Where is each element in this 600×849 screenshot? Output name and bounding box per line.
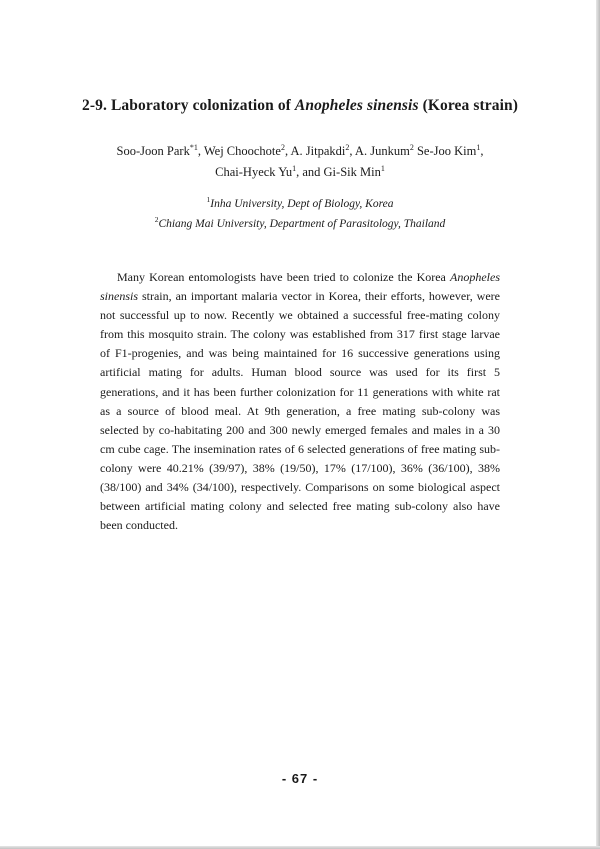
author-name: , Wej Choochote xyxy=(197,144,281,158)
author-affiliation-mark: 1 xyxy=(380,163,385,173)
title-prefix: 2-9. Laboratory colonization of xyxy=(82,97,295,114)
abstract-text: Many Korean entomologists have been tried to colonize the Korea xyxy=(117,270,450,284)
affiliation-list xyxy=(0,194,600,234)
author-name: , and Gi-Sik Min xyxy=(296,165,381,179)
author-affiliation-mark: 2 xyxy=(345,142,350,152)
affiliation-mark: 1 xyxy=(206,195,211,205)
affiliation-text: Inha University, Dept of Biology, Korea xyxy=(210,198,394,210)
abstract-text: strain, an important malaria vector in Korea, their efforts, however, were not successful up to now. Recently we obtained a successful free-mating colony from this mosquito strain. The colony was established from 317 first stage larvae of F1-progenies, and was being maintained for 16 successive generations using artificial mating for adults. Human blood source was used for its first 5 generations, and it has been further colonization for 11 generations with white rat as a source of blood meal. At 9th generation, a free mating sub-colony was selected by co-habitating 200 and 300 newly emerged females and males in a 30 cm cube cage. The insemination rates of 6 selected generations of free mating sub-colony were 40.21% (39/97), 38% (19/50), 17% (17/100), 36% (36/100), 38% (38/100) and 34% (34/100), respectively. Comparisons on some biological aspect between artificial mating colony and selected free mating sub-colony also have been conducted. xyxy=(100,289,500,533)
author-line-1 xyxy=(0,141,600,162)
abstract-paragraph xyxy=(100,268,500,535)
author-list xyxy=(0,141,600,183)
affiliation-text: Chiang Mai University, Department of Parasitology, Thailand xyxy=(158,218,446,230)
author-affiliation-mark: 1 xyxy=(476,142,481,152)
affiliation-item xyxy=(0,214,600,234)
page-edge-shadow-right xyxy=(596,0,600,849)
affiliation-item xyxy=(0,194,600,214)
abstract-species: Anopheles sinensis xyxy=(100,270,500,304)
author-affiliation-mark: 1 xyxy=(292,163,297,173)
author-name: Soo-Joon Park xyxy=(116,144,190,158)
affiliation-mark: 2 xyxy=(154,215,159,225)
author-affiliation-mark: 2 xyxy=(280,142,285,152)
author-name: Chai-Hyeck Yu xyxy=(215,165,293,179)
author-name: Se-Joo Kim xyxy=(413,144,477,158)
author-affiliation-mark: *1 xyxy=(189,142,198,152)
title-suffix: (Korea strain) xyxy=(418,97,518,114)
author-name: , A. Junkum xyxy=(349,144,410,158)
author-separator: , xyxy=(480,144,484,158)
author-name: , A. Jitpakdi xyxy=(284,144,346,158)
page-number: - 67 - xyxy=(281,771,319,786)
author-affiliation-mark: 2 xyxy=(409,142,414,152)
paper-title xyxy=(0,97,600,115)
title-species: Anopheles sinensis xyxy=(294,97,419,114)
author-line-2 xyxy=(0,162,600,183)
